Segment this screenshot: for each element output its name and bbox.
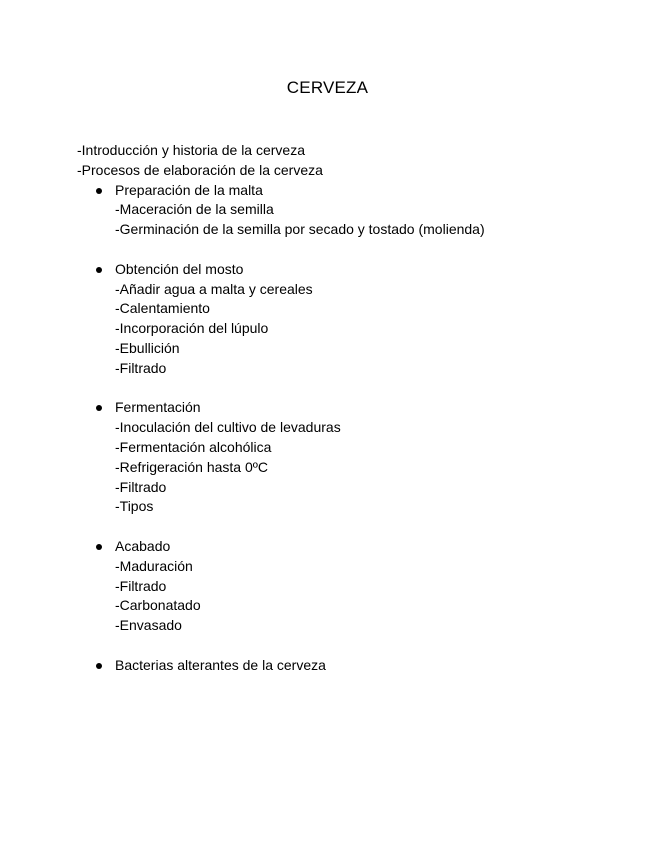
section-acabado [77,537,637,636]
section-title: Fermentación [115,399,201,416]
bullet-icon [96,188,102,194]
sub-item: -Filtrado [115,359,167,376]
section-title: Obtención del mosto [115,260,244,277]
section-bacterias [77,656,637,676]
bullet-icon [96,663,102,669]
document-title: CERVEZA [286,78,369,97]
intro-line: -Procesos de elaboración de la cerveza [77,161,323,178]
sub-item: -Incorporación del lúpulo [115,320,269,337]
sub-item: -Inoculación del cultivo de levaduras [115,419,341,436]
sub-item: -Maceración de la semilla [115,201,274,218]
bullet-icon [96,544,102,550]
sub-item: -Fermentación alcohólica [115,438,272,455]
intro-line: -Introducción y historia de la cerveza [77,142,305,158]
section-title: Preparación de la malta [115,181,263,198]
sub-item: -Filtrado [115,478,167,495]
section-fermentacion [77,398,637,517]
sub-item: -Germinación de la semilla por secado y tostado (molienda) [115,221,485,238]
bullet-icon [96,405,102,411]
section-title: Acabado [115,537,171,554]
sub-item: -Calentamiento [115,300,210,317]
sub-item: -Añadir agua a malta y cereales [115,280,313,297]
sub-item: -Maduración [115,557,193,574]
bullet-icon [96,267,102,273]
sub-item: -Tipos [115,498,154,515]
sub-item: -Filtrado [115,577,167,594]
section-title: Bacterias alterantes de la cerveza [115,656,326,673]
sub-item: -Envasado [115,617,182,634]
sub-item: -Refrigeración hasta 0ºC [115,458,268,475]
sub-item: -Ebullición [115,339,180,356]
sub-item: -Carbonatado [115,597,201,614]
section-obtencion-mosto [77,260,637,379]
document-body [77,141,637,676]
section-preparacion-malta [77,181,637,240]
